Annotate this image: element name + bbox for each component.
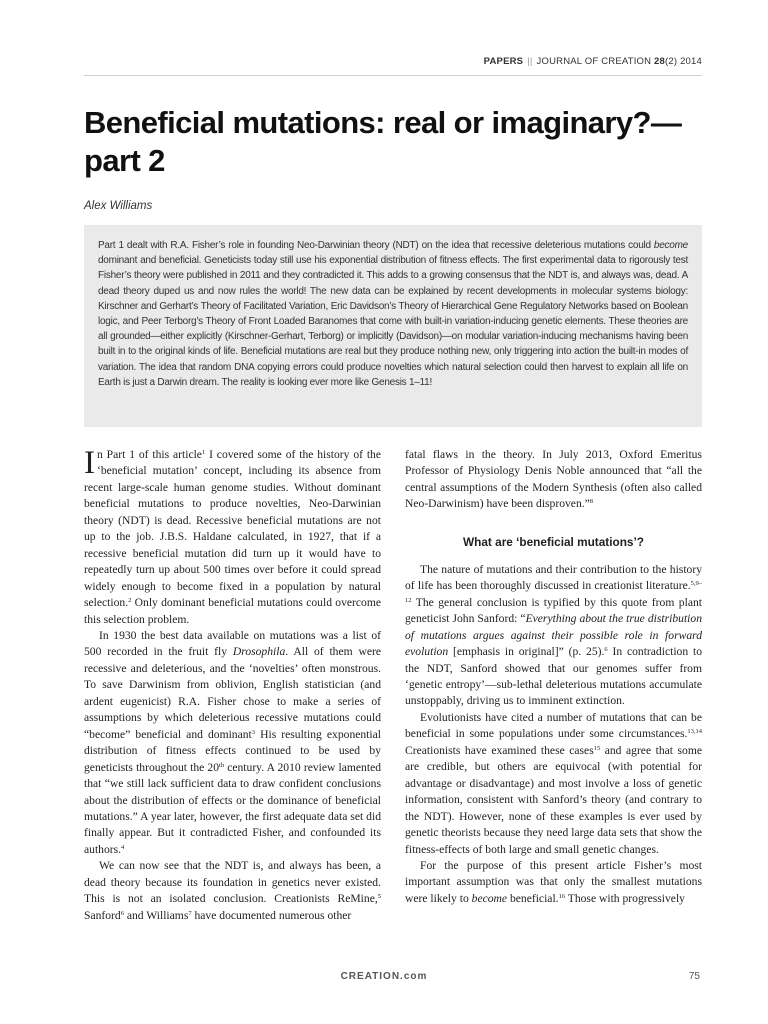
reference-6b: 6 [604, 646, 608, 654]
drop-cap: I [84, 447, 95, 481]
author-name: Alex Williams [84, 200, 153, 212]
reference-15: 15 [593, 744, 601, 752]
paragraph-7: For the purpose of this present article Fisher’s most important assumption was that only the smallest mutations were likely to become beneficial.$^{16}$ Those with progressively [405, 858, 702, 905]
paragraph-5: The nature of mutations and their contribution to the history of life has been thoroughly discussed in creationist literature.$^{5,9-12}$ The general conclusion is typified by this quote from plant geneticist John Sanford: “Everything about the true distribution of mutations argues against their possible role in forward evolution [emphasis in original]” (p. 25).$^6$ In contradiction to the NDT, Sanford showed that our genomes suffer from ‘genetic entropy’—sub-lethal deleterious mutations accumulate unstoppably, driving us to imminent extinction. [405, 562, 702, 708]
left-column [84, 447, 381, 947]
page-number: 75 [688, 971, 700, 982]
paragraph-6: Evolutionists have cited a number of mutations that can be beneficial in some populations under some circumstances.$^{13,14}$ Creationists have examined these cases$^{15}$ and agree that some are credible, but others are equivocal (with potential for advantage or disadvantage) and most involve a loss of genetic information, consistent with Sanford’s theory (and contrary to the NDT). However, none of these examples is ever used by genetic theorists because they need large data sets that show the fitness-effects of both large and small genetic changes. [405, 710, 702, 856]
paragraph-1: In Part 1 of this article$^1$ I covered some of the history of the ‘beneficial mutation’ concept, including its absence from recent large-scale human genome studies. Without dominant beneficial mutations to produce novelties, Neo-Darwinian theory (NDT) is dead. Recessive beneficial mutations are not up to the job. J.B.S. Haldane calculated, in 1927, that if a recessive beneficial mutation did turn up it would have to repeatedly turn up about 500 times over before it could spread widely enough to become fixed in a population by natural selection.$^2$ Only dominant beneficial mutations could overcome this selection problem. [84, 447, 381, 626]
reference-4: 4 [121, 843, 125, 851]
reference-3: 3 [251, 728, 256, 736]
volume-number: 28 [654, 56, 666, 67]
abstract-emphasis: become [653, 240, 688, 251]
reference-8: 8 [589, 498, 594, 506]
right-column [405, 447, 702, 947]
abstract-text: Part 1 dealt with R.A. Fisher’s role in founding Neo-Darwinian theory (NDT) on the idea that recessive deleterious mutations could become dominant and beneficial. Geneticists today still use his exponential distribution of fitness effects. The first experimental data to rigorously test Fisher’s theory were published in 2011 and they contradicted it. This adds to a growing consensus that the NDT is, and always was, dead. A dead theory duped us and now rules the world! The new data can be explained by recent developments in molecular systems biology: Kirschner and Gerhart’s Theory of Facilitated Variation, Eric Davidson’s Theory of Hierarchical Gene Regulatory Networks based on Boolean logic, and Peer Terborg’s Theory of Front Loaded Baranomes that come with built-in variation-inducing genetic elements. These theories are all grounded—either explicitly (Kirschner-Gerhart, Terborg) or implicitly (Davidson)—on modular variation-inducing mechanisms having been built in to the original kinds of life. Beneficial mutations are real but they produce nothing new, only triggering into action the built-in modes of variation. The idea that random DNA copying errors could produce novelties which natural selection could then harvest to explain all life on Earth is just a Darwin dream. The reality is looking ever more like Genesis 1–11! [98, 240, 688, 388]
journal-name: JOURNAL OF CREATION [536, 56, 652, 67]
section-label: PAPERS [483, 56, 524, 67]
issue-year: (2) 2014 [665, 56, 702, 67]
species-name: Drosophila [232, 645, 286, 659]
header-rule [84, 75, 702, 76]
paragraph-2: In 1930 the best data available on mutations was a list of 500 recorded in the fruit fly Drosophila. All of them were recessive and deleterious, and the ‘novelties’ often monstrous. To save Darwinism from oblivion, English statistician (and ardent eugenicist) R.A. Fisher chose to make a series of assumptions by which deleterious recessive mutations could “become” beneficial and dominant$^3$ His resulting exponential distribution of fitness effects continued to be used by geneticists throughout the 20th century. A 2010 review lamented that “we still lack sufficient data to draw confident conclusions about the distribution of effects or the dominance of beneficial mutations.” A year later, however, the first adequate data set did finally appear. But it contradicted Fisher, and confounded its authors.$^4$ [84, 628, 381, 856]
quote-emphasis: Everything about the true distribution of mutations argues against their possible role in forward evolution [405, 612, 702, 659]
reference-2: 2 [128, 597, 132, 605]
article-title: Beneficial mutations: real or imaginary?—part 2 [84, 105, 682, 178]
separator: || [527, 56, 533, 67]
reference-16: 16 [558, 892, 566, 900]
reference-13-14: 13,14 [687, 728, 702, 736]
creation-logo: CREATION.com [340, 971, 428, 982]
section-heading: What are ‘beneficial mutations’? [463, 534, 644, 549]
reference-6: 6 [120, 909, 124, 917]
ordinal-suffix: th [219, 761, 225, 769]
abstract-box [84, 225, 702, 427]
paragraph-3: We can now see that the NDT is, and always has been, a dead theory because its foundation in genetics never existed. This is not an isolated conclusion. Creationists ReMine,$^5$ Sanford$^6$ and Williams$^7$ have documented numerous other [84, 859, 381, 922]
reference-5: 5 [377, 893, 381, 901]
reference-1: 1 [201, 449, 206, 456]
word-emphasis: become [471, 891, 508, 905]
reference-7: 7 [188, 909, 192, 917]
paragraph-4: fatal flaws in the theory. In July 2013, Oxford Emeritus Professor of Physiology Denis Noble announced that “all the central assumptions of the Modern Synthesis (often also called Neo-Darwinism) have been disproven.”$^8$ [405, 448, 702, 511]
running-head [484, 56, 702, 67]
reference-9-12: 5,9–12 [405, 580, 702, 604]
